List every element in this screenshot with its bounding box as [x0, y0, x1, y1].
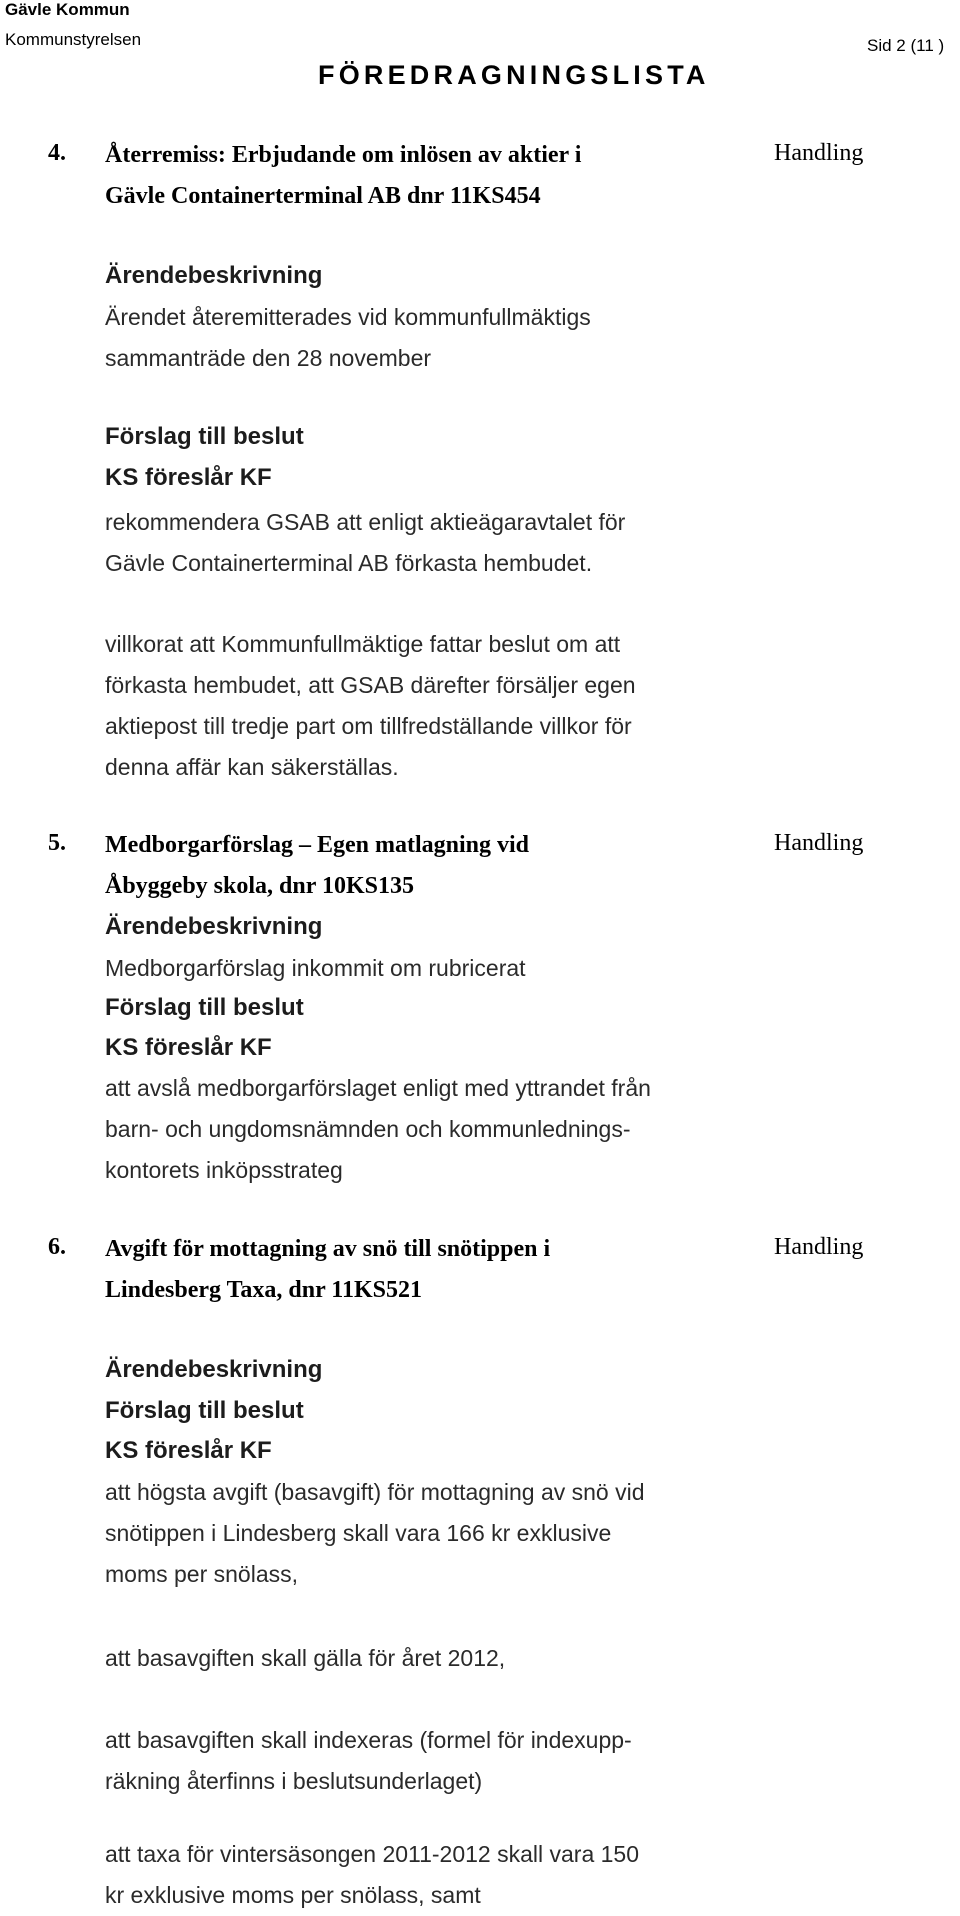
decision-line: barn- och ungdomsnämnden och kommunlednings-: [105, 1116, 631, 1142]
item-title-line: Avgift för mottagning av snö till snötippen i: [105, 1236, 551, 1262]
description-line: sammanträde den 28 november: [105, 345, 432, 371]
description-heading: Ärendebeskrivning: [105, 1356, 323, 1383]
condition-line: denna affär kan säkerställas.: [105, 754, 399, 780]
proposer-line: KS föreslår KF: [105, 464, 272, 491]
decision-line: kr exklusive moms per snölass, samt: [105, 1882, 481, 1908]
decision-line: kontorets inköpsstrateg: [105, 1157, 343, 1183]
condition-line: aktiepost till tredje part om tillfredställande villkor för: [105, 713, 632, 739]
description-heading: Ärendebeskrivning: [105, 262, 323, 289]
description-line: Ärendet återemitterades vid kommunfullmäktigs: [105, 304, 591, 330]
condition-line: förkasta hembudet, att GSAB därefter försäljer egen: [105, 672, 636, 698]
proposal-heading: Förslag till beslut: [105, 994, 304, 1021]
organization-name: Gävle Kommun: [5, 0, 130, 19]
item-number: 4.: [48, 140, 66, 166]
decision-line: att basavgiften skall gälla för året 2012,: [105, 1645, 506, 1671]
decision-line: att taxa för vintersäsongen 2011-2012 skall vara 150: [105, 1841, 640, 1867]
decision-line: räkning återfinns i beslutsunderlaget): [105, 1768, 483, 1794]
condition-line: villkorat att Kommunfullmäktige fattar beslut om att: [105, 631, 621, 657]
decision-line: att basavgiften skall indexeras (formel för indexupp-: [105, 1727, 632, 1753]
proposer-line: KS föreslår KF: [105, 1437, 272, 1464]
item-title-line: Lindesberg Taxa, dnr 11KS521: [105, 1277, 422, 1303]
item-number: 6.: [48, 1234, 66, 1260]
decision-line: moms per snölass,: [105, 1561, 299, 1587]
page-number: Sid 2 (11 ): [867, 36, 945, 55]
department-name: Kommunstyrelsen: [5, 30, 142, 49]
item-title-line: Gävle Containerterminal AB dnr 11KS454: [105, 183, 541, 209]
item-number: 5.: [48, 830, 66, 856]
description-heading: Ärendebeskrivning: [105, 913, 323, 940]
item-title-line: Återremiss: Erbjudande om inlösen av aktier i: [105, 142, 582, 168]
item-title-line: Medborgarförslag – Egen matlagning vid: [105, 832, 529, 858]
decision-line: att högsta avgift (basavgift) för mottagning av snö vid: [105, 1479, 645, 1505]
item-title-line: Åbyggeby skola, dnr 10KS135: [105, 873, 414, 899]
decision-line: att avslå medborgarförslaget enligt med yttrandet från: [105, 1075, 651, 1101]
proposal-heading: Förslag till beslut: [105, 1397, 304, 1424]
decision-line: rekommendera GSAB att enligt aktieägaravtalet för: [105, 509, 626, 535]
item-type: Handling: [774, 140, 864, 166]
proposal-heading: Förslag till beslut: [105, 423, 304, 450]
item-type: Handling: [774, 830, 864, 856]
decision-line: snötippen i Lindesberg skall vara 166 kr exklusive: [105, 1520, 612, 1546]
description-line: Medborgarförslag inkommit om rubricerat: [105, 955, 526, 981]
proposer-line: KS föreslår KF: [105, 1034, 272, 1061]
item-type: Handling: [774, 1234, 864, 1260]
decision-line: Gävle Containerterminal AB förkasta hembudet.: [105, 550, 593, 576]
document-title: FÖREDRAGNINGSLISTA: [318, 60, 710, 90]
